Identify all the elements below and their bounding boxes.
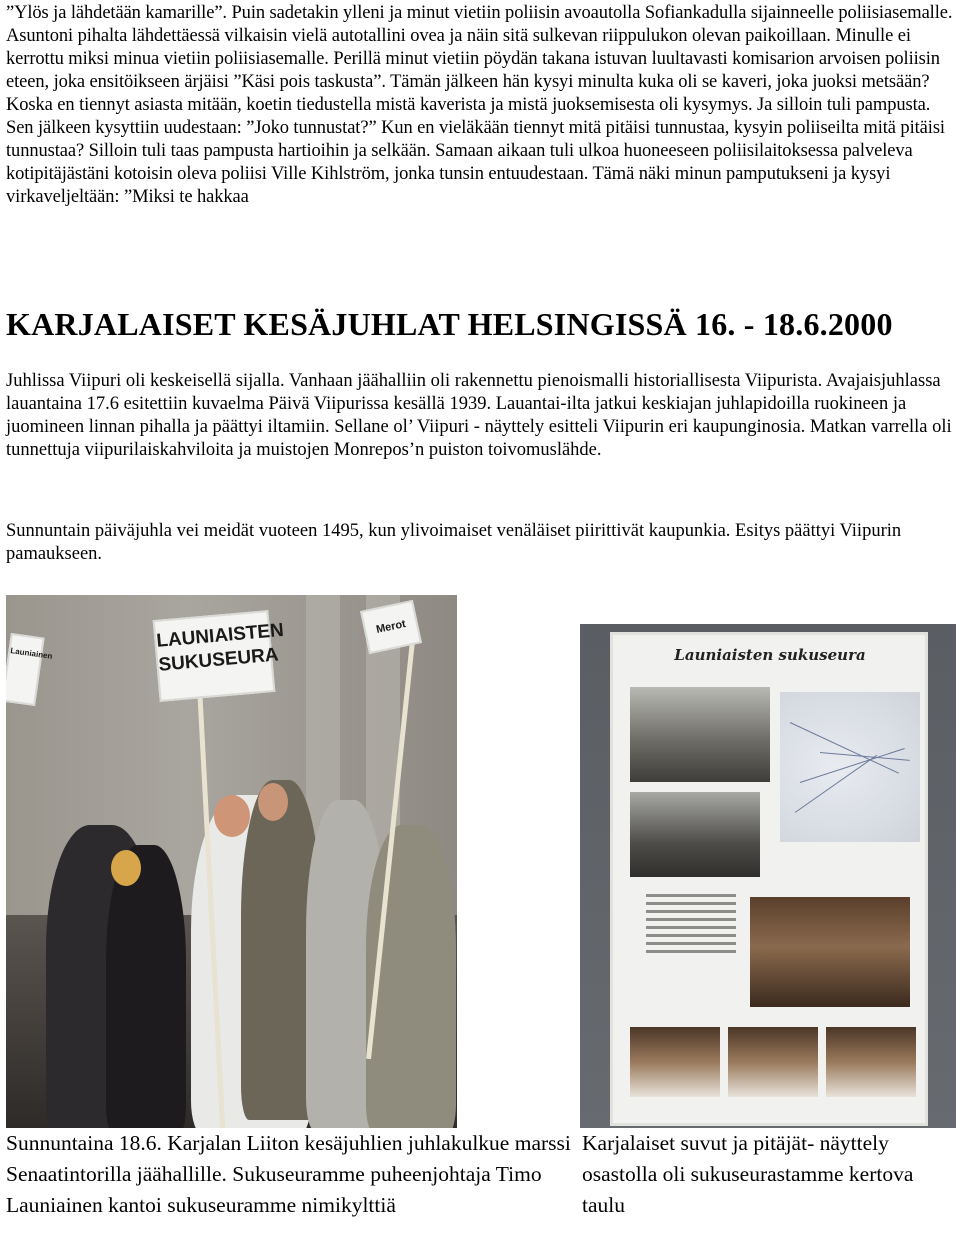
side-sign: Launiainen bbox=[6, 633, 45, 706]
document-text bbox=[646, 894, 736, 984]
marcher-head bbox=[111, 850, 141, 886]
map-image bbox=[780, 692, 920, 842]
marcher bbox=[106, 845, 186, 1128]
body-paragraph-2: Sunnuntain päiväjuhla vei meidät vuoteen 1495, kun ylivoimaiset venäläiset piirittivät kaupunkia. Esitys päättyi Viipurin pamaukseen. bbox=[6, 521, 902, 564]
page-heading: KARJALAISET KESÄJUHLAT HELSINGISSÄ 16. - 18.6.2000 bbox=[6, 306, 893, 342]
house-photo bbox=[630, 792, 760, 877]
exhibit-board-photo bbox=[580, 624, 956, 1128]
board-title: Launiaisten sukuseura bbox=[674, 646, 866, 664]
house-photo bbox=[630, 687, 770, 782]
event-photo bbox=[728, 1027, 818, 1097]
parade-caption: Sunnuntaina 18.6. Karjalan Liiton kesäjuhlien juhlakulkue marssi Senaatintorilla jäähallille. Sukuseuramme puheenjohtaja Timo Launiainen kantoi sukuseuramme nimikylttiä bbox=[6, 1131, 571, 1217]
event-photo bbox=[826, 1027, 916, 1097]
parade-photo bbox=[6, 595, 457, 1128]
intro-text: ”Ylös ja lähdetään kamarille”. Puin sadetakin ylleni ja minut vietiin poliisin avoautolla Sofiankadulla sijainneelle poliisiasemalle. Asuntoni pihalta lähdettäessä vilkaisin vielä autotallini ovea ja näin sitä sulkevan riippulukon olevan paikoillaan. Minulle ei kerrottu miksi minua vietiin poliisiasemalle. Perillä minut vietiin pöydän takana istuvan luultavasti komisarion arvoisen poliisin eteen, joka ensitöikseen ärjäisi ”Käsi pois taskusta”. Tämän jälkeen hän kysyi minulta kuka oli se kaveri, joka juoksi metsään? Koska en tiennyt asiasta mitään, koetin tiedustella mistä kaverista ja mistä juoksemisesta oli kysymys. Ja silloin tuli pampusta. Sen jälkeen kysyttiin uudestaan: ”Joko tunnustat?” Kun en vieläkään tiennyt mitä pitäisi tunnustaa, kysyin poliiseilta mitä pitäisi tunnustaa? Silloin tuli taas pampusta hartioihin ja selkään. Samaan aikaan tuli ulkoa huoneeseen poliisilaitoksessa palveleva kotipitäjästäni kotoisin oleva poliisi Ville Kihlström, jonka tunsin entuudestaan. Tämä näki minun pamputukseni ja kysyi virkaveljeltään: ”Miksi te hakkaa bbox=[6, 3, 953, 207]
event-photo bbox=[750, 897, 910, 1007]
marcher-head bbox=[258, 783, 288, 821]
sukuseura-sign: LAUNIAISTEN SUKUSEURA bbox=[153, 610, 276, 702]
small-sign: Merot bbox=[360, 600, 422, 654]
marcher-head bbox=[214, 795, 250, 837]
event-photo bbox=[630, 1027, 720, 1097]
body-paragraph-1: Juhlissa Viipuri oli keskeisellä sijalla. Vanhaan jäähalliin oli rakennettu pienoismalli historiallisesta Viipurista. Avajaisjuhlassa lauantaina 17.6 esitettiin kuvaelma Päivä Viipurissa kesällä 1939. Lauantai-ilta jatkui keskiajan juhlapidoilla ruokineen ja juomineen linnan pihalla ja päättyi iltamiin. Sellane ol’ Viipuri - näyttely esitteli Viipurin eri kaupunginosia. Matkan varrella oli tunnettuja viipurilaiskahviloita ja muistojen Monrepos’n puiston toivomuslähde. bbox=[6, 371, 952, 460]
board-caption: Karjalaiset suvut ja pitäjät- näyttely osastolla oli sukuseurastamme kertova taulu bbox=[582, 1131, 914, 1217]
exhibit-board bbox=[610, 632, 928, 1126]
